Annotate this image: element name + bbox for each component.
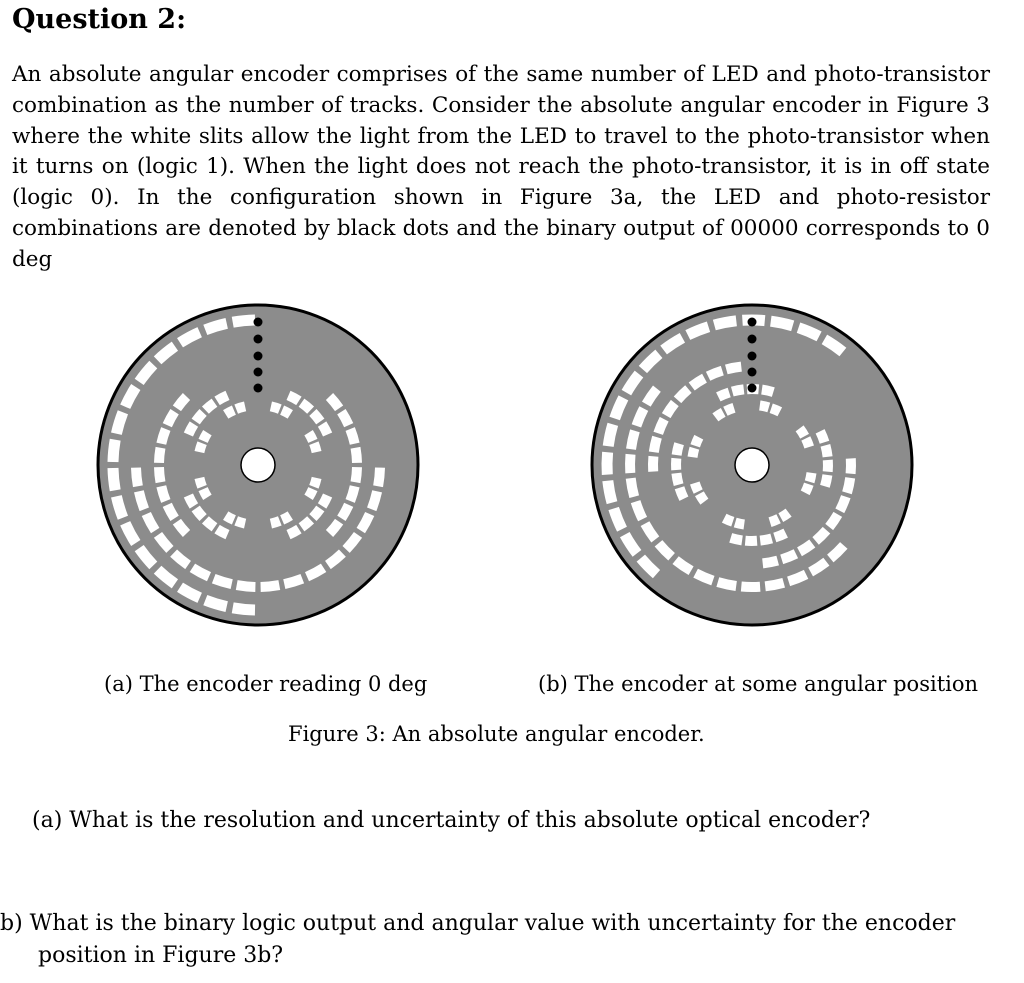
caption-a: (a) The encoder reading 0 deg bbox=[104, 672, 428, 696]
slit bbox=[167, 412, 174, 426]
slit bbox=[676, 473, 678, 485]
slit bbox=[350, 486, 355, 501]
slit bbox=[760, 538, 772, 540]
slit bbox=[726, 367, 741, 370]
slit bbox=[314, 478, 317, 487]
sensor-dot bbox=[254, 368, 263, 377]
slit bbox=[695, 483, 698, 492]
slit bbox=[356, 467, 358, 482]
slit bbox=[116, 412, 123, 433]
sensor-dot bbox=[748, 335, 757, 344]
caption-b: (b) The encoder at some angular position bbox=[538, 672, 979, 696]
slit bbox=[196, 509, 203, 518]
slit bbox=[763, 561, 778, 564]
slit bbox=[810, 473, 812, 482]
slit bbox=[271, 521, 280, 524]
slit bbox=[205, 403, 214, 410]
sensor-dot bbox=[748, 368, 757, 377]
slit bbox=[136, 468, 138, 487]
slit bbox=[718, 582, 736, 586]
slit bbox=[217, 529, 227, 535]
part-b-text-1: What is the binary logic output and angular value with uncertainty for the encoder bbox=[29, 911, 956, 936]
slit bbox=[302, 403, 311, 410]
slit bbox=[217, 395, 227, 401]
slit bbox=[735, 523, 744, 525]
part-a-text: What is the resolution and uncertainty of this absolute optical encoder? bbox=[69, 808, 871, 833]
hub-hole bbox=[241, 448, 275, 482]
slit bbox=[680, 488, 684, 499]
slit bbox=[693, 448, 695, 457]
slit bbox=[205, 520, 214, 527]
slit bbox=[236, 521, 245, 524]
sensor-dot bbox=[748, 384, 757, 393]
slit bbox=[765, 583, 784, 587]
slit bbox=[770, 519, 779, 522]
slit bbox=[805, 484, 809, 493]
part-b-label: b) bbox=[0, 911, 23, 936]
slit bbox=[760, 406, 769, 408]
slit bbox=[226, 516, 234, 520]
slit bbox=[636, 502, 643, 519]
slit bbox=[314, 443, 317, 452]
slit bbox=[309, 489, 313, 497]
slit bbox=[775, 533, 786, 537]
sensor-dot bbox=[748, 318, 757, 327]
slit bbox=[800, 428, 805, 436]
slit bbox=[139, 491, 144, 509]
slit bbox=[608, 424, 613, 446]
slit bbox=[771, 408, 780, 412]
slit bbox=[203, 489, 207, 497]
sensor-dot bbox=[748, 352, 757, 361]
slit bbox=[631, 431, 635, 449]
slit bbox=[282, 516, 290, 520]
slit bbox=[196, 412, 203, 421]
slit bbox=[203, 433, 207, 441]
slit bbox=[309, 433, 313, 441]
part-b-text-2: position in Figure 3b? bbox=[38, 943, 284, 968]
slit bbox=[699, 494, 704, 502]
slit bbox=[302, 520, 311, 527]
slit bbox=[607, 452, 608, 474]
encoder-disk-a bbox=[98, 305, 418, 625]
slit bbox=[113, 468, 115, 490]
sensor-dot bbox=[254, 335, 263, 344]
slit bbox=[322, 424, 328, 434]
slit bbox=[236, 406, 245, 409]
slit bbox=[715, 412, 723, 417]
slit bbox=[261, 585, 280, 587]
sensor-dot bbox=[254, 384, 263, 393]
slit bbox=[199, 443, 202, 452]
slit bbox=[725, 408, 734, 411]
slit bbox=[341, 505, 348, 519]
slit bbox=[161, 486, 166, 501]
sensor-dot bbox=[254, 352, 263, 361]
slit bbox=[188, 496, 194, 506]
slit bbox=[708, 371, 722, 377]
sensor-dot bbox=[254, 318, 263, 327]
slit bbox=[771, 321, 793, 326]
slit bbox=[654, 437, 657, 452]
slit bbox=[718, 393, 729, 397]
slit bbox=[724, 518, 733, 522]
slit bbox=[372, 491, 377, 509]
slit bbox=[205, 323, 226, 330]
slit bbox=[167, 505, 174, 519]
slit bbox=[161, 429, 166, 444]
hub-hole bbox=[735, 448, 769, 482]
slit bbox=[806, 438, 809, 447]
encoder-disk-b bbox=[592, 305, 912, 625]
figure-caption: Figure 3: An absolute angular encoder. bbox=[288, 722, 705, 746]
slit bbox=[159, 448, 161, 463]
slit bbox=[282, 410, 290, 414]
part-a-label: (a) bbox=[32, 808, 63, 833]
part-b-question bbox=[0, 908, 1000, 972]
slit bbox=[356, 448, 358, 463]
slit bbox=[237, 585, 256, 587]
slit bbox=[608, 481, 612, 503]
slit bbox=[350, 429, 355, 444]
slit bbox=[732, 389, 744, 391]
slit bbox=[731, 538, 742, 541]
question-intro: An absolute angular encoder comprises of the same number of LED and photo-transistor combination as the number of tracks. Consider the absolute angular encoder in Figure 3 where the white slits allow the light from the LED to travel to the photo-transistor when it turns on (logic 1). When the light does not reach the photo-transistor, it is in off state (logic 0). In the configuration shown in Figure 3a, the LED and photo-resistor combinations are denoted by black dots and the binary output of 00000 corresponds to 0 deg bbox=[12, 62, 990, 272]
slit bbox=[825, 475, 828, 486]
slit bbox=[847, 478, 850, 493]
slit bbox=[714, 321, 736, 325]
slit bbox=[284, 579, 302, 584]
slit bbox=[289, 395, 299, 401]
slit bbox=[341, 412, 348, 426]
slit bbox=[188, 424, 194, 434]
slit bbox=[789, 574, 807, 581]
slit bbox=[214, 579, 232, 584]
slit bbox=[695, 437, 699, 446]
slit bbox=[378, 468, 380, 487]
slit bbox=[159, 467, 161, 482]
slit bbox=[313, 412, 320, 421]
slit bbox=[658, 419, 664, 433]
slit bbox=[313, 509, 320, 518]
question-heading: Question 2: bbox=[12, 4, 187, 35]
slit bbox=[113, 440, 115, 462]
slit bbox=[116, 496, 123, 517]
slit bbox=[762, 390, 773, 393]
slit bbox=[781, 513, 789, 518]
slit bbox=[226, 410, 234, 414]
slit bbox=[233, 608, 255, 610]
slit bbox=[233, 320, 255, 322]
slit bbox=[271, 406, 280, 409]
slit bbox=[322, 496, 328, 506]
slit bbox=[199, 478, 202, 487]
slit bbox=[820, 431, 824, 442]
slit bbox=[677, 444, 680, 455]
slit bbox=[825, 445, 827, 457]
slit bbox=[205, 600, 226, 607]
part-a-question bbox=[32, 808, 870, 833]
slit bbox=[289, 529, 299, 535]
slit bbox=[840, 497, 846, 511]
slit bbox=[631, 478, 635, 497]
slit bbox=[782, 554, 796, 560]
